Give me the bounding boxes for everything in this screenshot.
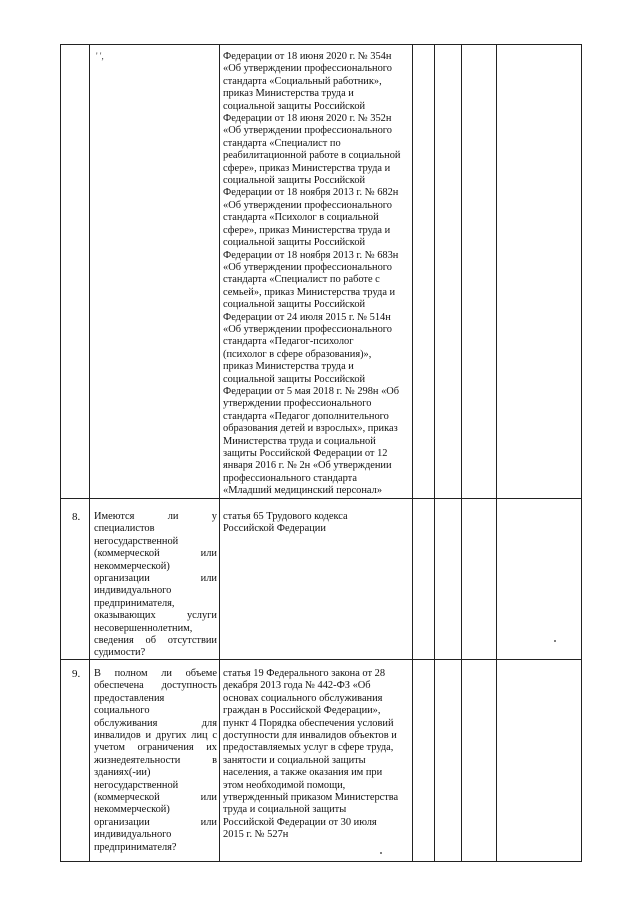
basis-line: стандарта «Специалист по [223,137,341,149]
question-line: некоммерческой) [94,560,170,572]
basis-line: «Об утверждении профессионального [223,63,393,75]
basis-line: семьей», приказ Министерства труда и [223,286,396,298]
row-number: 9. [72,668,81,680]
legal-basis-cell [223,668,410,842]
basis-line: стандарта «Педагог-психолог [223,336,354,348]
basis-line: статья 65 Трудового кодекса [223,511,348,522]
basis-line: доступности для инвалидов объектов и [223,730,397,742]
question-line: индивидуального [94,585,172,597]
basis-line: пункт 4 Порядка обеспечения условий [223,717,394,729]
basis-line: профессионального стандарта [223,472,357,484]
table-divider-question [219,44,220,862]
question-line: Имеются ли у [94,511,217,522]
basis-line: защиты Российской Федерации от 12 [223,448,388,459]
basis-line: стандарта «Специалист по работе с [223,274,380,286]
question-cell [94,511,217,660]
row-separator-8 [60,498,582,499]
legal-basis-cell [223,511,410,536]
question-cell [94,668,217,854]
basis-line: Российской Федерации [223,523,326,535]
basis-line: статья 19 Федерального закона от 28 [223,668,386,679]
stray-mark: ' ', [96,51,104,61]
basis-line: сфере», приказ Министерства труда и [223,162,391,174]
basis-line: Министерства труда и социальной [223,435,376,447]
question-line: несовершеннолетним, [94,622,193,634]
basis-line: основах социального обслуживания [223,692,383,704]
basis-line: «Об утверждении профессионального [223,261,393,273]
basis-line: Российской Федерации от 30 июля [223,816,377,828]
question-line: некоммерческой) [94,804,170,816]
basis-line: сфере», приказ Министерства труда и [223,224,391,236]
basis-line: образования детей и взрослых», приказ [223,423,398,435]
question-line: В полном ли объеме [94,668,217,679]
table-divider-na [496,44,497,862]
basis-line: Федерации от 18 июня 2020 г. № 352н [223,113,392,125]
basis-line: приказ Министерства труда и [223,88,354,100]
basis-line: января 2016 г. № 2н «Об утверждении [223,460,392,472]
table-divider-number [89,44,90,862]
question-line: социального [94,705,150,717]
basis-line: «Об утверждении профессионального [223,323,393,335]
table-border-bottom [60,861,582,862]
continued-legal-basis-cell [223,51,410,498]
question-line: судимости? [94,647,146,659]
basis-line: этом необходимой помощи, [223,779,346,791]
basis-line: «Об утверждении профессионального [223,199,393,211]
basis-line: труда и социальной защиты [223,804,347,816]
scan-speck [554,640,556,642]
question-line: инвалидов и других лиц с [94,730,217,742]
row-number: 8. [72,511,81,523]
question-line: предоставления [94,692,165,704]
basis-line: Федерации от 18 июня 2020 г. № 354н [223,51,392,62]
scan-speck [380,852,382,854]
question-line: специалистов [94,523,155,535]
basis-line: 2015 г. № 527н [223,829,289,841]
basis-line: стандарта «Социальный работник», [223,75,382,87]
question-line: зданиях(-ии) [94,767,151,779]
basis-line: предоставляемых услуг в сфере труда, [223,742,394,754]
basis-line: реабилитационной работе в социальной [223,150,401,162]
basis-line: социальной защиты Российской [223,299,366,311]
basis-line: стандарта «Психолог в социальной [223,212,379,224]
basis-line: Федерации от 18 ноября 2013 г. № 683н [223,249,399,261]
basis-line: Федерации от 24 июля 2015 г. № 514н [223,311,391,323]
question-line: оказывающих услуги [94,610,217,622]
question-line: сведения об отсутствии [94,635,217,647]
question-line: предпринимателя? [94,841,177,853]
table-border-left [60,44,61,862]
basis-line: декабря 2013 года № 442-ФЗ «Об [223,680,371,692]
question-line: организации или [94,816,217,828]
basis-line: социальной защиты Российской [223,237,366,249]
table-divider-yes [434,44,435,862]
basis-line: населения, а также оказания им при [223,767,383,779]
question-line: организации или [94,573,217,585]
question-line: негосударственной [94,535,179,547]
table-border-top [60,44,582,45]
basis-line: занятости и социальной защиты [223,754,366,766]
basis-line: «Младший медицинский персонал» [223,485,383,497]
table-divider-basis [412,44,413,862]
question-line: предпринимателя, [94,597,175,609]
question-line: обслуживания для [94,717,217,729]
basis-line: приказ Министерства труда и [223,361,354,373]
question-line: учетом ограничения их [94,742,217,754]
basis-line: социальной защиты Российской [223,100,366,112]
question-line: (коммерческой или [94,548,217,560]
table-border-right [581,44,582,862]
basis-line: стандарта «Педагог дополнительного [223,410,389,422]
question-line: жизнедеятельности в [94,754,217,766]
basis-line: Федерации от 5 мая 2018 г. № 298н «Об [223,385,400,397]
question-line: негосударственной [94,779,179,791]
question-line: индивидуального [94,829,172,841]
question-line: обеспечена доступность [94,680,217,692]
basis-line: (психолог в сфере образования)», [223,348,372,360]
basis-line: социальной защиты Российской [223,373,366,385]
table-divider-no [461,44,462,862]
basis-line: утвержденный приказом Министерства [223,792,399,804]
basis-line: Федерации от 18 ноября 2013 г. № 682н [223,187,399,199]
basis-line: граждан в Российской Федерации», [223,705,381,717]
question-line: (коммерческой или [94,792,217,804]
basis-line: «Об утверждении профессионального [223,125,393,137]
basis-line: социальной защиты Российской [223,175,366,187]
basis-line: утверждении профессионального [223,398,372,410]
